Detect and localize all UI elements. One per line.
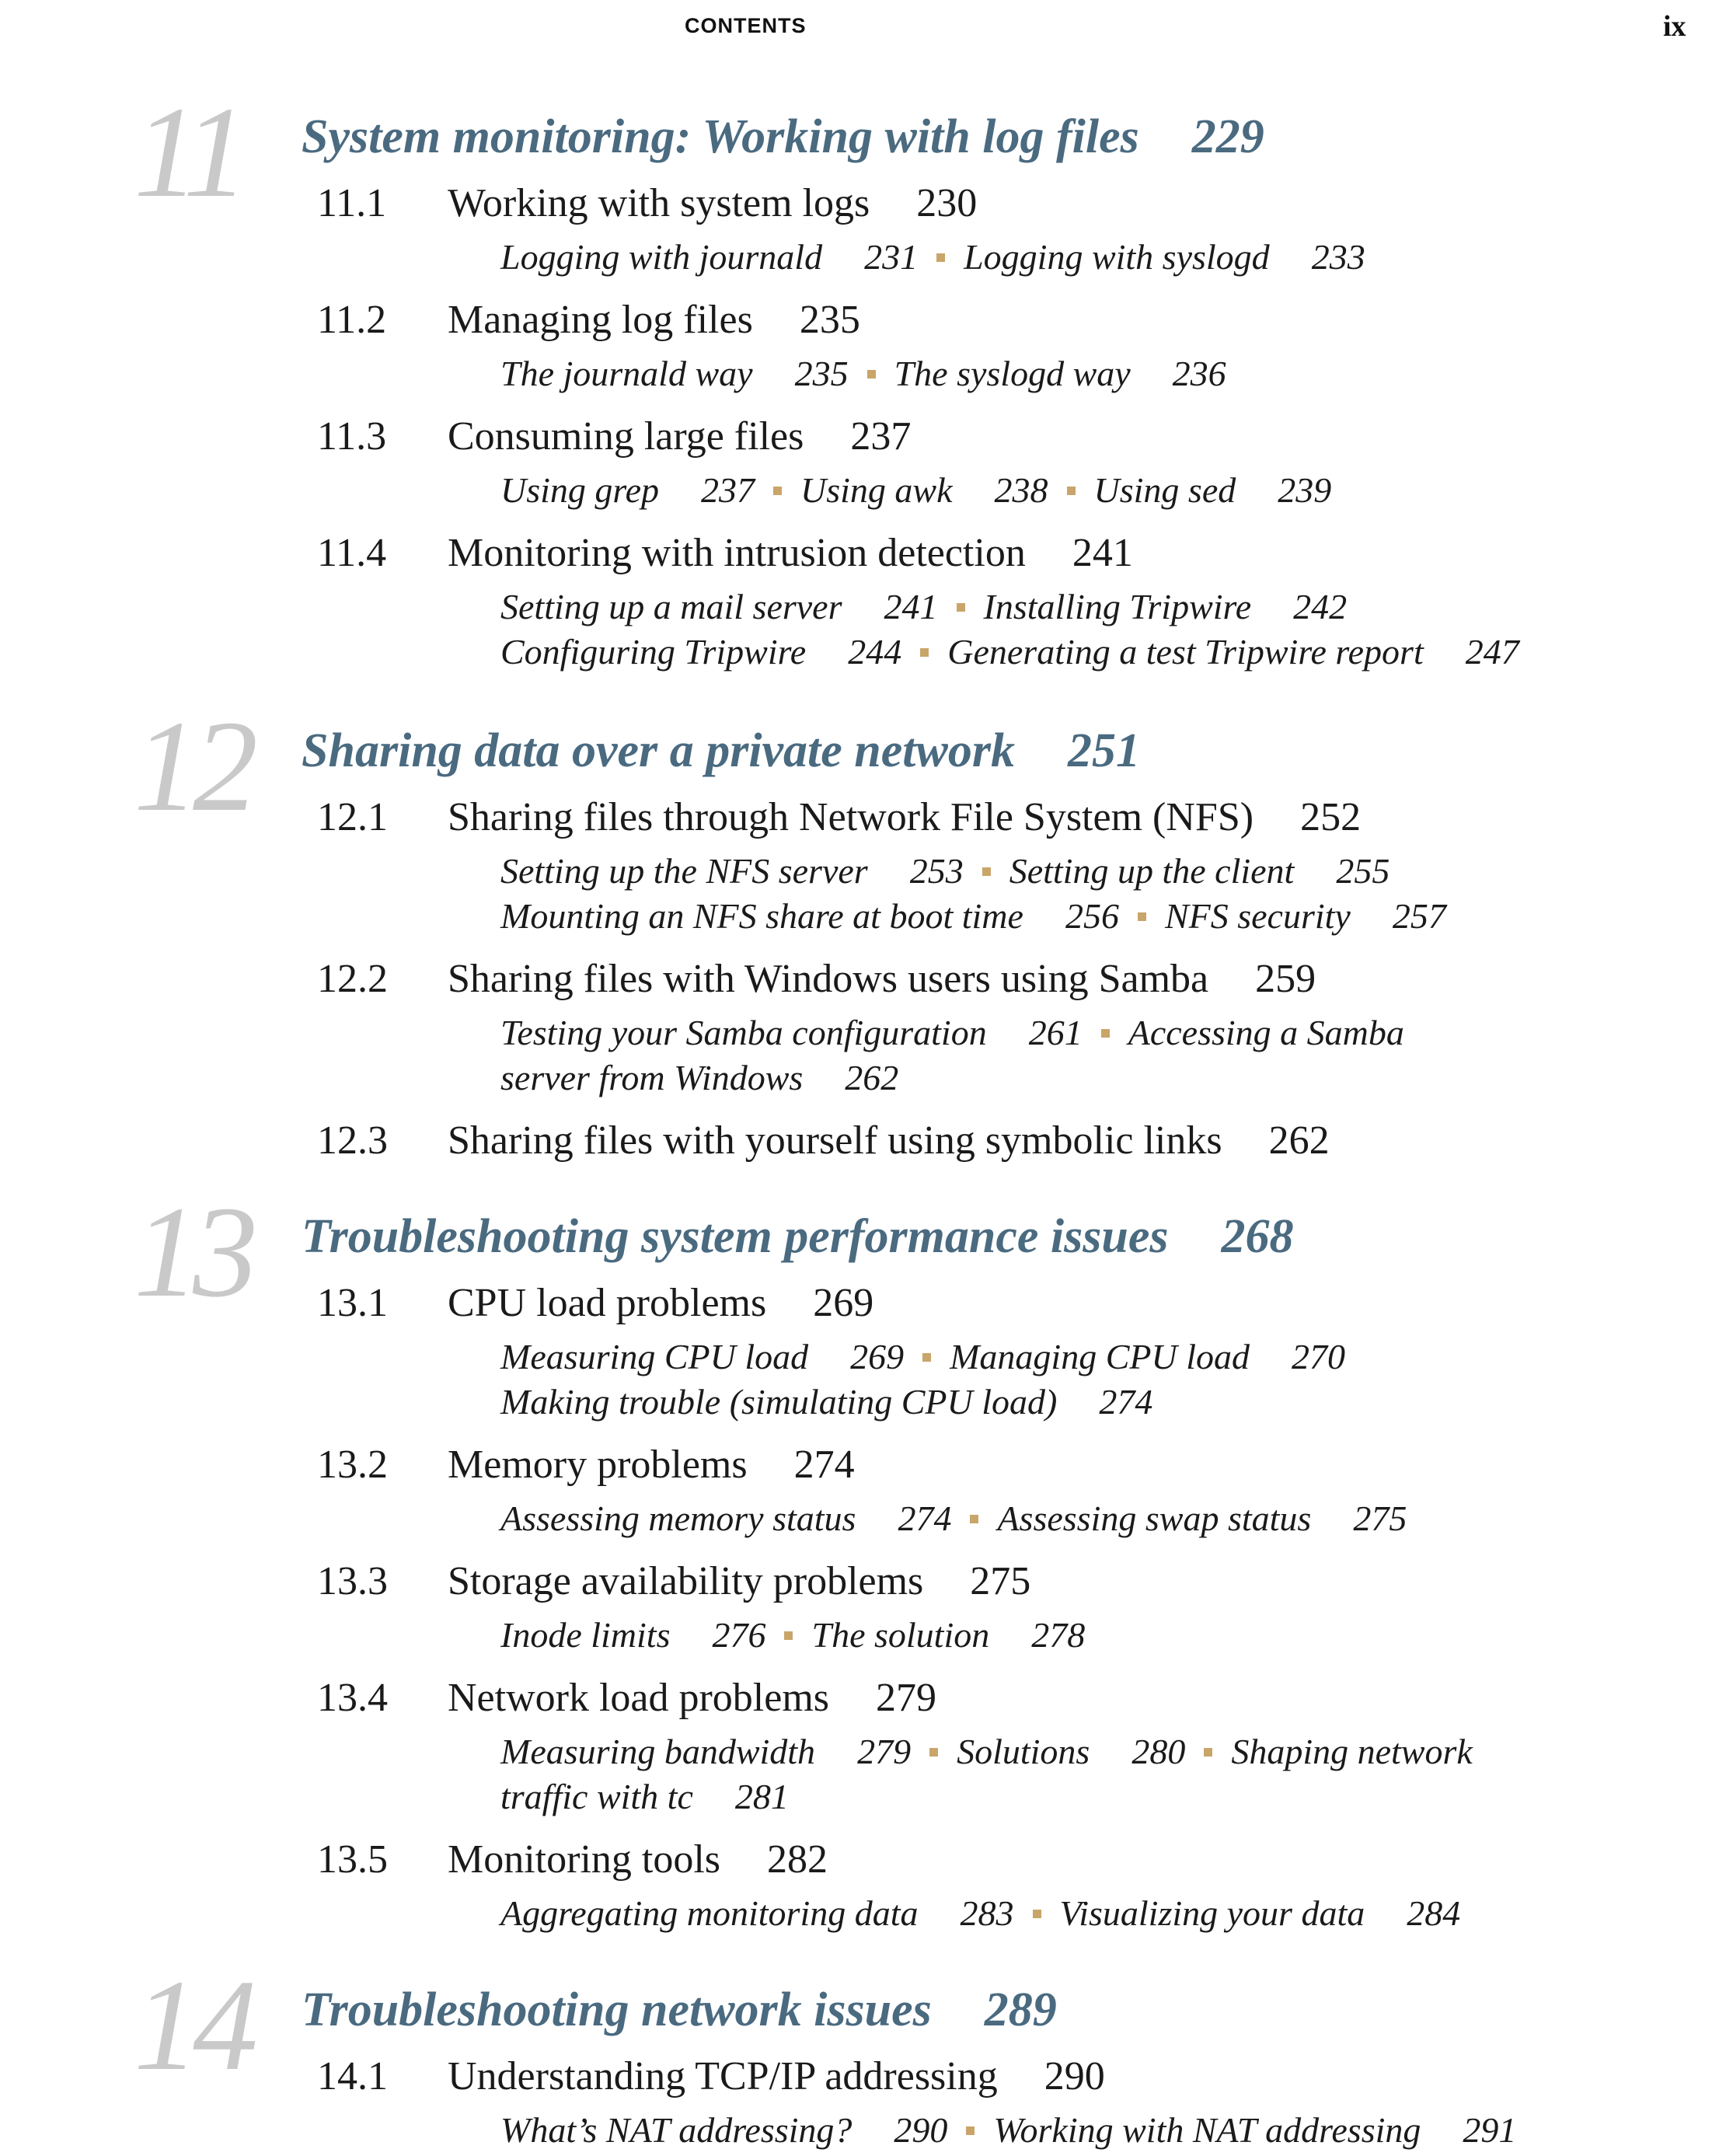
subsection-link[interactable] bbox=[800, 470, 1048, 510]
subsection-line bbox=[500, 1380, 1697, 1425]
subsection-title: Setting up the client bbox=[1009, 851, 1295, 891]
subsection-page-number: 233 bbox=[1311, 237, 1365, 277]
subsection-link[interactable] bbox=[984, 587, 1348, 626]
subsection-page-number: 274 bbox=[898, 1498, 952, 1538]
section-number: 13.4 bbox=[317, 1676, 388, 1720]
subsection-page-number: 269 bbox=[850, 1337, 905, 1376]
subsection-title: Managing CPU load bbox=[950, 1337, 1250, 1376]
section-title: Network load problems bbox=[448, 1676, 830, 1720]
section-title: Monitoring with intrusion detection bbox=[448, 531, 1026, 575]
subsection-line bbox=[500, 1774, 1697, 1819]
section-page-number: 237 bbox=[850, 414, 912, 459]
subsection-page-number: 241 bbox=[884, 587, 938, 626]
section-page-number: 235 bbox=[799, 298, 860, 342]
subsection-link[interactable] bbox=[500, 1498, 951, 1538]
subsection-line bbox=[500, 1729, 1697, 1774]
subsection-line bbox=[500, 468, 1697, 513]
section-title: Managing log files bbox=[448, 298, 753, 342]
separator-bullet-icon bbox=[957, 603, 965, 612]
section-title: Consuming large files bbox=[448, 414, 804, 459]
section-number: 11.1 bbox=[317, 181, 387, 225]
subsection-page-number: 257 bbox=[1392, 896, 1446, 936]
subsection-link[interactable] bbox=[500, 237, 918, 277]
subsection-page-number: 284 bbox=[1407, 1893, 1461, 1933]
section-number: 13.5 bbox=[317, 1837, 388, 1882]
section-page-number: 241 bbox=[1072, 531, 1133, 575]
subsection-link[interactable] bbox=[957, 1732, 1185, 1771]
subsection-page-number: 291 bbox=[1463, 2110, 1517, 2150]
separator-bullet-icon bbox=[982, 867, 991, 876]
subsection-page-number: 255 bbox=[1336, 851, 1390, 891]
subsection-link[interactable] bbox=[500, 354, 849, 393]
section-number: 13.3 bbox=[317, 1559, 388, 1603]
subsection-page-number: 278 bbox=[1031, 1615, 1086, 1655]
chapter-title-link[interactable] bbox=[302, 723, 1140, 779]
section-title-link[interactable] bbox=[448, 956, 1316, 1003]
section-title-link[interactable] bbox=[448, 1442, 855, 1488]
section-title-link[interactable] bbox=[448, 2053, 1105, 2100]
chapter-title-link[interactable] bbox=[302, 109, 1264, 165]
subsection-link[interactable] bbox=[894, 354, 1226, 393]
chapter-page-number: 251 bbox=[1068, 724, 1141, 777]
subsection-title: Visualizing your data bbox=[1059, 1893, 1365, 1933]
subsection-link[interactable] bbox=[1165, 896, 1446, 936]
section-page-number: 275 bbox=[970, 1559, 1031, 1603]
subsection-title: Aggregating monitoring data bbox=[500, 1893, 919, 1933]
subsection-page-number: 275 bbox=[1353, 1498, 1407, 1538]
subsection-page-number: 231 bbox=[864, 237, 919, 277]
section-number: 13.1 bbox=[317, 1281, 388, 1325]
subsection-line bbox=[500, 351, 1697, 396]
section-number: 11.2 bbox=[317, 298, 387, 342]
section-title-link[interactable] bbox=[448, 413, 911, 460]
section-number: 12.2 bbox=[317, 957, 388, 1001]
subsection-title: NFS security bbox=[1164, 896, 1351, 936]
subsection-title: The syslogd way bbox=[894, 354, 1131, 393]
subsection-line bbox=[500, 630, 1697, 675]
subsection-title: Making trouble (simulating CPU load) bbox=[500, 1382, 1058, 1422]
subsection-link[interactable] bbox=[1009, 851, 1390, 891]
subsection-title: Assessing swap status bbox=[997, 1498, 1312, 1538]
section-page-number: 279 bbox=[876, 1676, 937, 1720]
section-page-number: 262 bbox=[1268, 1118, 1330, 1163]
subsection-title: Assessing memory status bbox=[500, 1498, 856, 1538]
subsection-page-number: 237 bbox=[701, 470, 755, 510]
separator-bullet-icon bbox=[1033, 1910, 1041, 1918]
separator-bullet-icon bbox=[773, 487, 782, 495]
subsection-link[interactable] bbox=[500, 851, 964, 891]
subsection-page-number: 238 bbox=[994, 470, 1048, 510]
subsection-title: Measuring CPU load bbox=[500, 1337, 809, 1376]
subsection-link[interactable] bbox=[500, 470, 755, 510]
subsection-link[interactable] bbox=[500, 1013, 1083, 1052]
chapter-number: 14 bbox=[134, 1953, 252, 2098]
subsection-page-number: 290 bbox=[894, 2110, 948, 2150]
separator-bullet-icon bbox=[867, 370, 876, 379]
subsection-page-number: 270 bbox=[1292, 1337, 1345, 1376]
chapter-title: Troubleshooting network issues bbox=[302, 1983, 932, 2036]
chapter-number: 12 bbox=[134, 694, 252, 839]
section-title: Storage availability problems bbox=[448, 1559, 924, 1603]
section-page-number: 259 bbox=[1255, 957, 1316, 1001]
section-number: 12.3 bbox=[317, 1118, 388, 1163]
subsection-link[interactable] bbox=[950, 1337, 1345, 1376]
subsection-page-number: 281 bbox=[734, 1777, 789, 1816]
section-title: Sharing files with yourself using symbolic links bbox=[448, 1118, 1222, 1163]
subsection-line bbox=[500, 1055, 1697, 1101]
subsection-link[interactable] bbox=[997, 1498, 1407, 1538]
subsection-page-number: 262 bbox=[845, 1058, 899, 1097]
subsection-line bbox=[500, 894, 1697, 939]
subsection-link[interactable] bbox=[811, 1615, 1085, 1655]
subsection-title: Logging with journald bbox=[500, 237, 823, 277]
subsection-link[interactable] bbox=[947, 632, 1519, 672]
chapter-title-link[interactable] bbox=[302, 1209, 1294, 1265]
section-number: 11.3 bbox=[317, 414, 387, 459]
subsection-link[interactable] bbox=[500, 1777, 789, 1816]
subsection-page-number: 239 bbox=[1278, 470, 1332, 510]
separator-bullet-icon bbox=[929, 1748, 938, 1757]
subsection-line bbox=[500, 584, 1697, 630]
section-title: Sharing files with Windows users using Samba bbox=[448, 957, 1209, 1001]
subsection-page-number: 253 bbox=[909, 851, 964, 891]
subsection-link[interactable] bbox=[500, 1732, 911, 1771]
section-title: CPU load problems bbox=[448, 1281, 767, 1325]
subsection-page-number: 242 bbox=[1293, 587, 1348, 626]
subsection-title: Accessing a Samba bbox=[1128, 1013, 1404, 1052]
section-title-link[interactable] bbox=[448, 1280, 873, 1327]
subsection-page-number: 280 bbox=[1131, 1732, 1186, 1771]
chapter-title: Sharing data over a private network bbox=[302, 724, 1016, 777]
subsection-title: Installing Tripwire bbox=[983, 587, 1252, 626]
separator-bullet-icon bbox=[1138, 912, 1146, 921]
section-title: Memory problems bbox=[448, 1443, 748, 1487]
section-number: 14.1 bbox=[317, 2054, 388, 2098]
section-page-number: 282 bbox=[767, 1837, 828, 1882]
separator-bullet-icon bbox=[1204, 1748, 1212, 1757]
subsection-page-number: 244 bbox=[848, 632, 902, 672]
running-header-label: CONTENTS bbox=[685, 14, 807, 37]
subsection-page-number: 247 bbox=[1465, 632, 1519, 672]
section-page-number: 230 bbox=[916, 181, 978, 225]
section-page-number: 290 bbox=[1044, 2054, 1105, 2098]
subsection-title: What’s NAT addressing? bbox=[500, 2110, 853, 2150]
section-title-link[interactable] bbox=[448, 297, 860, 344]
subsection-title: server from Windows bbox=[500, 1058, 804, 1097]
separator-bullet-icon bbox=[936, 253, 945, 262]
subsection-line bbox=[500, 2108, 1697, 2153]
subsection-link[interactable] bbox=[1094, 470, 1332, 510]
chapter-page-number: 268 bbox=[1221, 1210, 1294, 1263]
subsection-title: Using awk bbox=[800, 470, 953, 510]
chapter-page-number: 289 bbox=[984, 1983, 1057, 2036]
section-number: 12.1 bbox=[317, 795, 388, 839]
subsection-title: Logging with syslogd bbox=[964, 237, 1270, 277]
section-title-link[interactable] bbox=[448, 1118, 1330, 1164]
subsection-title: Using grep bbox=[500, 470, 660, 510]
section-number: 13.2 bbox=[317, 1443, 388, 1487]
section-title: Understanding TCP/IP addressing bbox=[448, 2054, 998, 2098]
subsection-link[interactable] bbox=[500, 1058, 898, 1097]
subsection-title: Measuring bandwidth bbox=[500, 1732, 816, 1771]
section-title-link[interactable] bbox=[448, 794, 1361, 841]
subsection-link[interactable] bbox=[500, 1615, 765, 1655]
separator-bullet-icon bbox=[920, 648, 929, 657]
subsection-page-number: 261 bbox=[1028, 1013, 1083, 1052]
subsection-title: Configuring Tripwire bbox=[500, 632, 807, 672]
subsection-line bbox=[500, 1496, 1697, 1541]
chapter-number: 11 bbox=[134, 80, 242, 225]
subsection-link[interactable] bbox=[500, 632, 901, 672]
subsection-title: traffic with tc bbox=[500, 1777, 693, 1816]
subsection-line bbox=[500, 1010, 1697, 1055]
subsection-page-number: 256 bbox=[1065, 896, 1119, 936]
separator-bullet-icon bbox=[970, 1515, 978, 1523]
subsection-link[interactable] bbox=[500, 1893, 1014, 1933]
separator-bullet-icon bbox=[966, 2126, 975, 2135]
separator-bullet-icon bbox=[784, 1631, 793, 1640]
subsection-title: Inode limits bbox=[500, 1615, 671, 1655]
subsection-title: Generating a test Tripwire report bbox=[947, 632, 1424, 672]
subsection-page-number: 283 bbox=[960, 1893, 1014, 1933]
chapter-number: 13 bbox=[134, 1180, 252, 1324]
subsection-link[interactable] bbox=[993, 2110, 1516, 2150]
subsection-page-number: 276 bbox=[712, 1615, 766, 1655]
section-title: Sharing files through Network File System (NFS) bbox=[448, 795, 1254, 839]
subsection-link[interactable] bbox=[1231, 1732, 1472, 1771]
subsection-title: Mounting an NFS share at boot time bbox=[500, 896, 1023, 936]
subsection-link[interactable] bbox=[500, 1337, 904, 1376]
section-title-link[interactable] bbox=[448, 1558, 1030, 1605]
subsection-page-number: 236 bbox=[1172, 354, 1226, 393]
subsection-title: Working with NAT addressing bbox=[993, 2110, 1421, 2150]
subsection-link[interactable] bbox=[500, 1382, 1152, 1422]
subsection-title: Setting up a mail server bbox=[500, 587, 842, 626]
subsection-line bbox=[500, 235, 1697, 280]
section-title: Working with system logs bbox=[448, 181, 870, 225]
subsection-link[interactable] bbox=[1128, 1013, 1404, 1052]
chapter-title: System monitoring: Working with log files bbox=[302, 110, 1139, 163]
separator-bullet-icon bbox=[922, 1353, 931, 1362]
subsection-link[interactable] bbox=[1060, 1893, 1461, 1933]
subsection-link[interactable] bbox=[500, 587, 938, 626]
subsection-page-number: 279 bbox=[857, 1732, 912, 1771]
section-title-link[interactable] bbox=[448, 1675, 936, 1722]
subsection-title: Testing your Samba configuration bbox=[500, 1013, 987, 1052]
subsection-page-number: 235 bbox=[794, 354, 849, 393]
subsection-line bbox=[500, 849, 1697, 894]
subsection-link[interactable] bbox=[500, 896, 1119, 936]
separator-bullet-icon bbox=[1101, 1029, 1110, 1038]
section-title: Monitoring tools bbox=[448, 1837, 721, 1882]
section-title-link[interactable] bbox=[448, 1837, 828, 1883]
subsection-link[interactable] bbox=[500, 2110, 947, 2150]
separator-bullet-icon bbox=[1067, 487, 1076, 495]
subsection-title: Using sed bbox=[1093, 470, 1236, 510]
subsection-line bbox=[500, 1891, 1697, 1936]
chapter-page-number: 229 bbox=[1191, 110, 1264, 163]
subsection-title: Solutions bbox=[957, 1732, 1090, 1771]
section-title-link[interactable] bbox=[448, 530, 1133, 577]
section-title-link[interactable] bbox=[448, 180, 977, 227]
section-page-number: 274 bbox=[793, 1443, 855, 1487]
subsection-title: Shaping network bbox=[1231, 1732, 1473, 1771]
subsection-link[interactable] bbox=[964, 237, 1365, 277]
chapter-title: Troubleshooting system performance issues bbox=[302, 1210, 1169, 1263]
subsection-title: Setting up the NFS server bbox=[500, 851, 868, 891]
section-number: 11.4 bbox=[317, 531, 387, 575]
subsection-title: The solution bbox=[811, 1615, 990, 1655]
subsection-page-number: 274 bbox=[1099, 1382, 1153, 1422]
subsection-line bbox=[500, 1613, 1697, 1658]
running-header-page-number: ix bbox=[1663, 10, 1686, 43]
subsection-title: The journald way bbox=[500, 354, 753, 393]
section-page-number: 252 bbox=[1300, 795, 1362, 839]
subsection-line bbox=[500, 1334, 1697, 1380]
section-page-number: 269 bbox=[813, 1281, 874, 1325]
chapter-title-link[interactable] bbox=[302, 1982, 1057, 2038]
